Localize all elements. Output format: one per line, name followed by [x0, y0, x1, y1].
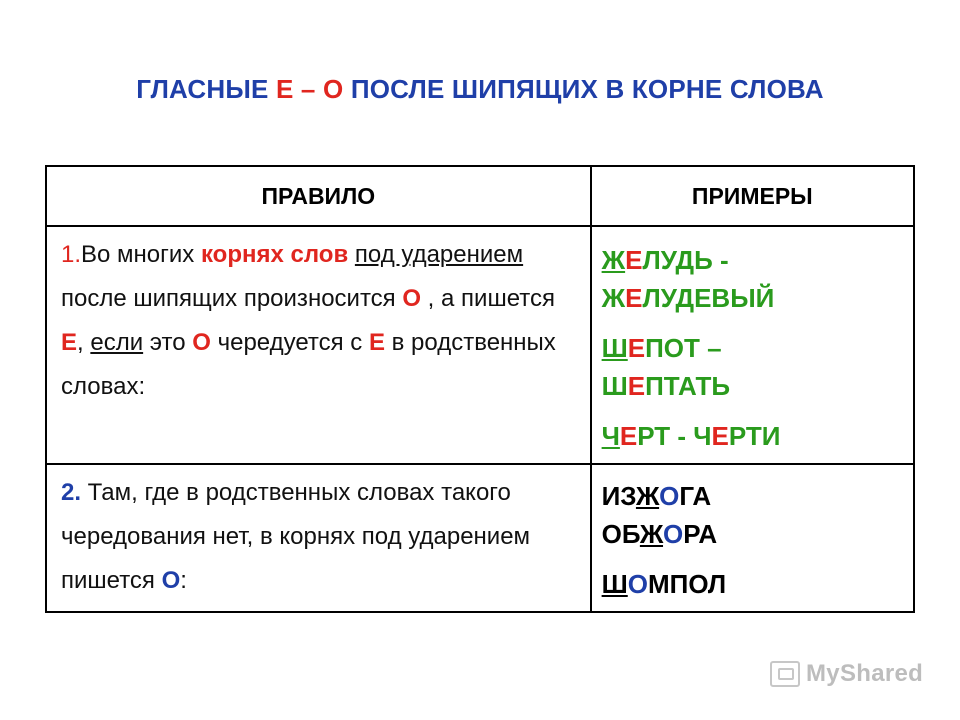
watermark-text: MyShared	[806, 660, 924, 687]
table-row	[46, 226, 914, 464]
example-line: ЧЕРТ - ЧЕРТИ	[601, 421, 781, 451]
example-line: ШЕПОТ –	[601, 333, 722, 363]
header-row	[46, 166, 914, 226]
example-line: ЖЕЛУДЕВЫЙ	[601, 283, 775, 313]
examples-2	[591, 464, 914, 612]
example-line: ШЕПТАТЬ	[601, 371, 731, 401]
examples-1	[591, 226, 914, 464]
header-rule: ПРАВИЛО	[46, 166, 591, 226]
rule-1-text: 1.Во многих корнях слов под ударением после шипящих произносится О , а пишется Е, если это О чередуется с Е в родственных словах:	[46, 226, 591, 464]
example-line: ИЗЖОГА	[601, 481, 712, 511]
rules-table	[45, 165, 915, 613]
watermark	[770, 660, 930, 688]
title-letter-o: О	[323, 74, 344, 104]
rule-2-text: 2. Там, где в родственных словах такого чередования нет, в корнях под ударением пишется О:	[46, 464, 591, 612]
presentation-icon	[770, 661, 800, 687]
table-row	[46, 464, 914, 612]
page-title: ГЛАСНЫЕ Е – О ПОСЛЕ ШИПЯЩИХ В КОРНЕ СЛОВА	[136, 74, 824, 104]
example-line: ЖЕЛУДЬ -	[601, 245, 729, 275]
title-dash: –	[293, 74, 323, 104]
example-line: ШОМПОЛ	[601, 569, 727, 599]
header-examples: ПРИМЕРЫ	[591, 166, 914, 226]
example-line: ОБЖОРА	[601, 519, 718, 549]
title-letter-e: Е	[275, 74, 294, 104]
